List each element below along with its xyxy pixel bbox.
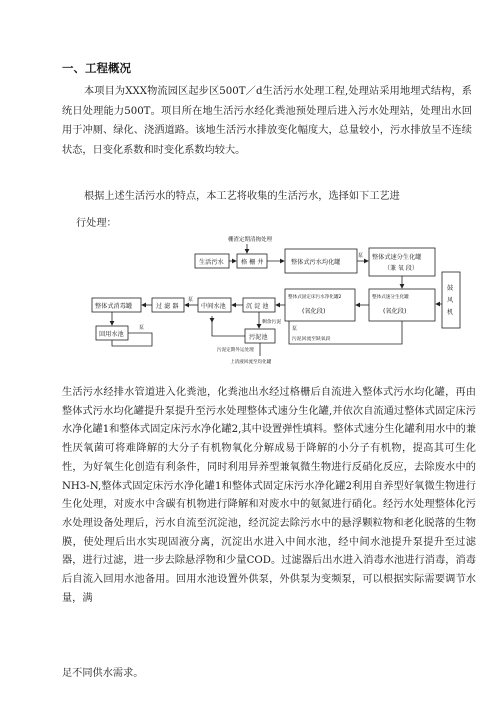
sludge-tank-label: 污泥池 (249, 334, 268, 341)
bio-tank-title: 整体式速分生化罐 (372, 254, 422, 261)
pump-label-1: 泵 (358, 253, 364, 259)
raw-sewage-label: 生活污水 (199, 259, 224, 266)
reuse-tank-label: 回用水池 (99, 331, 124, 338)
sludge-return-note: 污泥回流至缺氧段 (292, 337, 331, 342)
fast-bio-note: 整体式速分生化罐 (372, 295, 409, 300)
fixed-bed-note: 整体式固定床污水净化罐2 (288, 295, 342, 300)
supernatant-note: 上清液回流至均化罐 (230, 360, 272, 365)
pump-label-2: 泵 (188, 297, 194, 303)
fixed-bed-tank-box (285, 289, 355, 321)
screen-well-label: 格 栅 井 (241, 259, 264, 266)
pump-label-4: 泵 (292, 326, 298, 332)
equalization-tank-label: 整体式污水均化罐 (291, 259, 341, 266)
screenings-note: 栅渣定期清掏处理 (228, 237, 273, 243)
process-paragraph-last-line: 足不同供水需求。 (62, 668, 144, 679)
sludge-disposal-note: 污泥定期外运处理 (217, 348, 254, 353)
disinfection-label: 整体式消毒罐 (95, 303, 133, 310)
process-paragraph: 生活污水经排水管道进入化粪池，化粪池出水经过格栅后自流进入整体式污水均化罐，再由整体式污水均化罐提升泵提升至污水处理整体式速分生化罐,并依次自流通过整体式固定床污水净化罐1和整体式固定床污水净化罐2,其中设置弹性填料。整体式速分生化罐利用水中的兼性厌氧菌可将难降解的大分子有机物氧化分解成易于降解的小分子有机物，提高其可生化性，为好氧生化创造有利条件，同时利用异养型兼氧微生物进行反硝化反应，去除废水中的NH3-N,整体式固定床污水净化罐1和整体式固定床污水净化罐2利用自养型好氧微生物进行生化处理，对废水中含碳有机物进行降解和对废水中的氨氮进行硝化。经污水处理整体化污水处理设备处理后，污水自流至沉淀池，经沉淀去除污水中的悬浮颗粒物和老化脱落的生物膜，使处理后出水实现固液分离，沉淀出水进入中间水池，经中间水池提升泵提升至过滤器，进行过滤，进一步去除悬浮物和少量COD。过滤器后出水进入消毒水池进行消毒，消毒后自流入回用水池备用。回用水池设置外供泵，外供泵为变频泵，可以根据实际需要调节水量，满 (62, 387, 476, 604)
method-paragraph-line2: 行处理： (76, 218, 117, 229)
blower-label: 鼓 (447, 285, 454, 292)
filter-label: 过 滤 器 (156, 303, 179, 310)
blower-label-3: 机 (447, 309, 454, 316)
fast-bio-label: (氧化段) (383, 308, 407, 315)
fixed-bed-label: (氧化段) (302, 308, 326, 315)
blower-label-2: 风 (447, 297, 454, 304)
process-flow-diagram (52, 232, 472, 372)
excess-sludge-label: 剩余污泥 (262, 320, 282, 325)
intermediate-tank-label: 中间水池 (201, 303, 226, 310)
bio-tank-sub: （兼 氧 段） (384, 265, 418, 272)
section-heading: 一、工程概况 (62, 61, 131, 75)
pump-label-3: 泵 (139, 325, 145, 331)
method-paragraph-line1: 根据上述生活污水的特点，本工艺将收集的生活污水，选择如下工艺进 (84, 191, 400, 202)
fast-bio-oxidation-box (369, 289, 435, 321)
sedimentation-label: 沉 淀 池 (246, 303, 269, 310)
intro-paragraph: 本项目为XXX物流园区起步区500T／d生活污水处理工程,处理站采用地埋式结构，系统日处理能力500T。项目所在地生活污水经化粪池预处理后进入污水处理站，处理出水回用于冲厕、绿化、浇洒道路。该地生活污水排放变化幅度大，总量较小，污水排放呈不连续状态，日变化系数和时变化系数均较大。 (62, 86, 472, 156)
